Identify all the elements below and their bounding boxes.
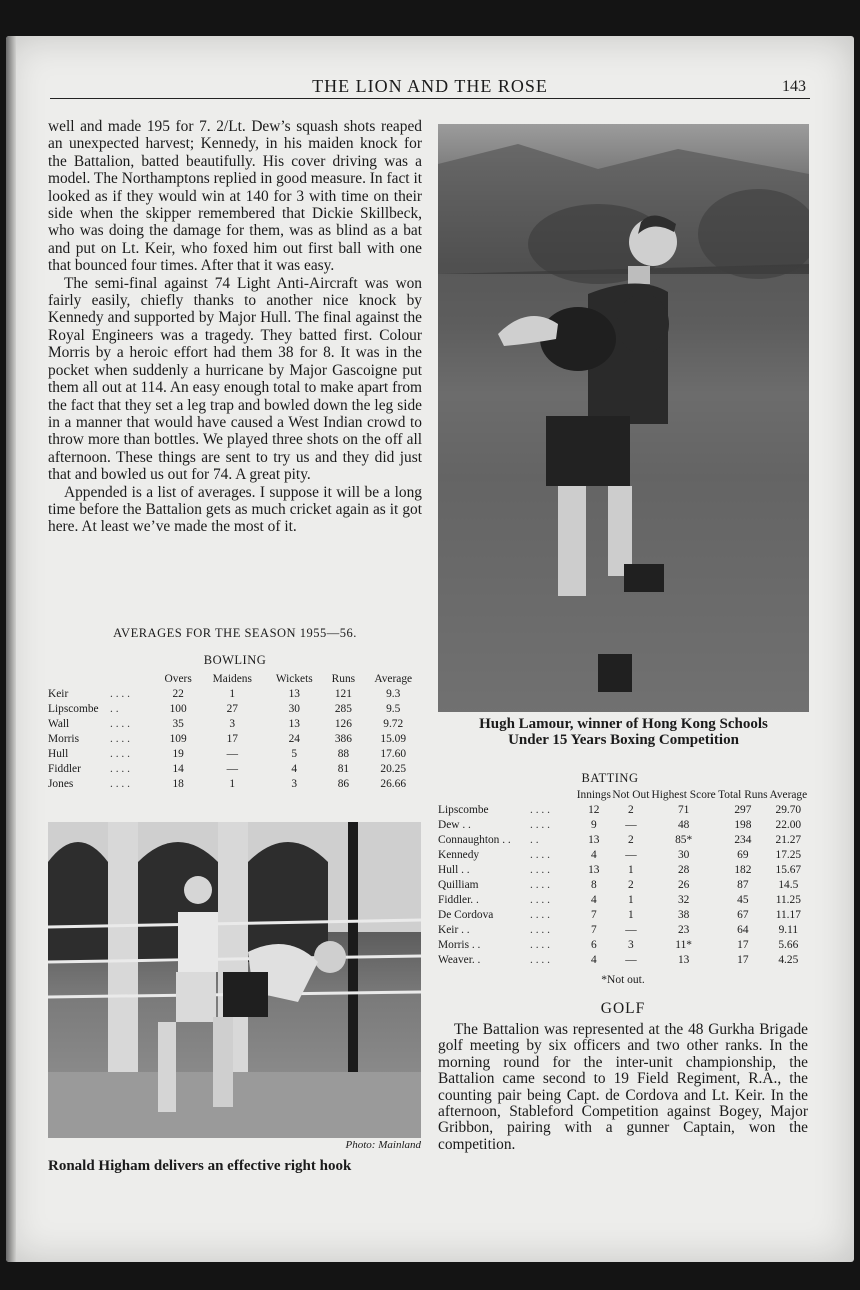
column-header: Overs <box>164 673 192 685</box>
boxer-photo-illustration <box>438 124 809 712</box>
batting-row <box>438 891 808 906</box>
innings-cell: 7 <box>590 924 597 936</box>
innings-cell: 12 <box>588 804 600 816</box>
photo-credit: Photo: Mainland <box>345 1139 421 1151</box>
bowler-name: Hull <box>48 748 69 760</box>
page-binding <box>6 36 16 1262</box>
magazine-page <box>6 36 854 1262</box>
ring-caption: Ronald Higham delivers an effective right hook <box>48 1158 352 1174</box>
column-header: Highest Score <box>651 789 716 801</box>
leader-dots: . . . . <box>530 804 550 816</box>
leader-dots: . . . . <box>110 748 130 760</box>
innings-cell: 9 <box>590 819 597 831</box>
total-runs-cell: 297 <box>734 804 752 816</box>
wickets-cell: 30 <box>288 703 300 715</box>
total-runs-cell: 45 <box>737 894 749 906</box>
leader-dots: . . <box>110 703 119 715</box>
bowling-row <box>48 730 424 745</box>
maidens-cell: — <box>226 748 238 760</box>
leader-dots: . . <box>530 834 539 846</box>
innings-cell: 4 <box>590 849 597 861</box>
bowler-name: Keir <box>48 688 69 700</box>
overs-cell: 19 <box>172 748 184 760</box>
total-runs-cell: 67 <box>737 909 749 921</box>
not-out-cell: 2 <box>628 834 634 846</box>
maidens-cell: 17 <box>226 733 238 745</box>
batting-header-row <box>438 786 808 801</box>
batting-row <box>438 846 808 861</box>
leader-dots: . . . . <box>530 924 550 936</box>
overs-cell: 14 <box>172 763 184 775</box>
runs-cell: 285 <box>334 703 352 715</box>
average-cell: 21.27 <box>775 834 802 846</box>
average-cell: 4.25 <box>778 954 799 966</box>
wickets-cell: 13 <box>288 718 300 730</box>
batting-row <box>438 801 808 816</box>
not-out-note: *Not out. <box>601 974 645 986</box>
averages-title: AVERAGES FOR THE SEASON 1955—56. <box>113 626 357 640</box>
average-cell: 5.66 <box>778 939 799 951</box>
batting-row <box>438 906 808 921</box>
average-cell: 15.67 <box>775 864 802 876</box>
leader-dots: . . . . <box>110 733 130 745</box>
not-out-cell: 2 <box>628 879 634 891</box>
overs-cell: 35 <box>172 718 184 730</box>
average-cell: 15.09 <box>380 733 407 745</box>
page-header <box>50 74 810 99</box>
runs-cell: 126 <box>334 718 352 730</box>
article-paragraph: Appended is a list of averages. I suppose it will be a long time before the Battalion gets as much cricket again as it got here. At least we’ve made the most of it. <box>48 483 422 536</box>
average-cell: 29.70 <box>775 804 802 816</box>
total-runs-cell: 17 <box>737 939 749 951</box>
innings-cell: 8 <box>590 879 597 891</box>
average-cell: 20.25 <box>380 763 407 775</box>
highest-score-cell: 30 <box>677 849 690 861</box>
column-header: Runs <box>331 673 356 685</box>
column-header: Not Out <box>612 789 650 801</box>
average-cell: 11.17 <box>775 909 801 921</box>
column-header: Average <box>769 789 808 801</box>
boxer-photo <box>438 124 809 712</box>
average-cell: 22.00 <box>775 819 802 831</box>
total-runs-cell: 182 <box>734 864 752 876</box>
bowling-row <box>48 760 424 775</box>
batting-row <box>438 951 808 966</box>
innings-cell: 4 <box>590 894 597 906</box>
bowling-row <box>48 715 424 730</box>
runs-cell: 81 <box>337 763 350 775</box>
wickets-cell: 3 <box>291 778 298 790</box>
runs-cell: 88 <box>337 748 350 760</box>
runs-cell: 121 <box>334 688 352 700</box>
article-body <box>48 118 422 536</box>
leader-dots: . . . . <box>110 718 130 730</box>
innings-cell: 13 <box>588 834 600 846</box>
batsman-name: Quilliam <box>438 879 479 891</box>
column-header: Wickets <box>275 673 313 685</box>
overs-cell: 109 <box>169 733 187 745</box>
batting-row <box>438 861 808 876</box>
overs-cell: 22 <box>172 688 184 700</box>
column-header: Total Runs <box>718 789 768 801</box>
batting-row <box>438 921 808 936</box>
leader-dots: . . . . <box>530 864 550 876</box>
bowling-row <box>48 745 424 760</box>
average-cell: 17.60 <box>380 748 407 760</box>
average-cell: 9.3 <box>386 688 401 700</box>
header-title: THE LION AND THE ROSE <box>312 76 548 96</box>
not-out-cell: — <box>625 924 637 936</box>
average-cell: 17.25 <box>775 849 802 861</box>
leader-dots: . . . . <box>530 819 550 831</box>
column-header: Maidens <box>212 673 252 685</box>
bowler-name: Jones <box>48 778 74 790</box>
wickets-cell: 24 <box>288 733 300 745</box>
not-out-cell: — <box>625 819 637 831</box>
highest-score-cell: 26 <box>677 879 690 891</box>
bowling-row <box>48 685 424 700</box>
runs-cell: 86 <box>337 778 350 790</box>
article-paragraph: The semi-final against 74 Light Anti-Aircraft was won fairly easily, chiefly thanks to another nice knock by Kennedy and supported by Major Hull. The final against the Royal Engineers was a tragedy. They batted first. Colour Morris by a heroic effort had them 38 for 8. It was in the pocket when suddenly a hurricane by Major Gascoigne put them all out at 114. An easy enough total to make apart from the fact that they set a leg trap and bowled down the leg side in a manner that would have caused a West Indian crowd to throw more than bottles. We played three shots on the off all afternoon. These things are sent to try us and they did just that and bowled us out for 74. A great pity. <box>48 274 422 484</box>
maidens-cell: 1 <box>229 688 236 700</box>
batsman-name: Dew . . <box>438 819 471 831</box>
bowling-heading: BOWLING <box>203 653 267 667</box>
bowler-name: Morris <box>48 733 80 745</box>
leader-dots: . . . . <box>110 688 130 700</box>
batsman-name: Keir . . <box>438 924 470 936</box>
average-cell: 14.5 <box>778 879 799 891</box>
average-cell: 9.72 <box>383 718 404 730</box>
wickets-cell: 4 <box>291 763 298 775</box>
highest-score-cell: 11* <box>675 939 692 951</box>
boxer-caption-line: Hugh Lamour, winner of Hong Kong Schools <box>479 716 768 732</box>
leader-dots: . . . . <box>530 939 550 951</box>
batsman-name: Fiddler. . <box>438 894 479 906</box>
batsman-name: Morris . . <box>438 939 481 951</box>
leader-dots: . . . . <box>530 954 550 966</box>
highest-score-cell: 71 <box>677 804 690 816</box>
golf-paragraph: The Battalion was represented at the 48 Gurkha Brigade golf meeting by six officers and two other ranks. In the morning round for the inter-unit championship, the Battalion came second to 19 Field Regiment, R.A., the counting pair being Capt. de Cordova and Lt. Keir. In the afternoon, Stableford Competition against Bogey, Major Gribbon, pairing with a gunner Captain, won the competition. <box>438 1021 808 1153</box>
batsman-name: Lipscombe <box>438 804 489 816</box>
golf-heading: GOLF <box>600 1000 646 1017</box>
overs-cell: 18 <box>172 778 184 790</box>
leader-dots: . . . . <box>530 879 550 891</box>
highest-score-cell: 85* <box>675 834 693 846</box>
total-runs-cell: 198 <box>734 819 752 831</box>
average-cell: 11.25 <box>775 894 801 906</box>
innings-cell: 13 <box>588 864 600 876</box>
highest-score-cell: 28 <box>677 864 690 876</box>
leader-dots: . . . . <box>530 849 550 861</box>
runs-cell: 386 <box>334 733 352 745</box>
not-out-cell: 1 <box>628 894 634 906</box>
maidens-cell: 1 <box>229 778 236 790</box>
innings-cell: 6 <box>590 939 597 951</box>
wickets-cell: 13 <box>288 688 300 700</box>
average-cell: 26.66 <box>380 778 407 790</box>
batting-row <box>438 936 808 951</box>
leader-dots: . . . . <box>530 909 550 921</box>
not-out-cell: — <box>625 849 637 861</box>
overs-cell: 100 <box>169 703 187 715</box>
bowling-table <box>48 670 424 790</box>
average-cell: 9.11 <box>778 924 799 936</box>
bowler-name: Fiddler <box>48 763 81 775</box>
highest-score-cell: 38 <box>677 909 690 921</box>
batsman-name: Hull . . <box>438 864 470 876</box>
bowler-name: Lipscombe <box>48 703 99 715</box>
maidens-cell: — <box>226 763 238 775</box>
not-out-cell: 1 <box>628 909 634 921</box>
wickets-cell: 5 <box>291 748 298 760</box>
batting-heading: BATTING <box>581 771 639 785</box>
batsman-name: Weaver. . <box>438 954 481 966</box>
total-runs-cell: 234 <box>734 834 752 846</box>
leader-dots: . . . . <box>110 763 130 775</box>
leader-dots: . . . . <box>110 778 130 790</box>
highest-score-cell: 13 <box>677 954 690 966</box>
column-header: Average <box>374 673 413 685</box>
page-number: 143 <box>782 78 806 95</box>
batting-row <box>438 816 808 831</box>
total-runs-cell: 69 <box>737 849 749 861</box>
column-header: Innings <box>576 789 611 801</box>
highest-score-cell: 32 <box>677 894 690 906</box>
not-out-cell: 2 <box>628 804 634 816</box>
innings-cell: 4 <box>590 954 597 966</box>
bowling-row <box>48 775 424 790</box>
boxer-caption <box>438 716 809 748</box>
batting-row <box>438 876 808 891</box>
maidens-cell: 3 <box>229 718 236 730</box>
boxing-ring-photo <box>48 822 421 1138</box>
bowling-row <box>48 700 424 715</box>
boxing-ring-photo-illustration <box>48 822 421 1138</box>
highest-score-cell: 48 <box>677 819 690 831</box>
maidens-cell: 27 <box>226 703 238 715</box>
innings-cell: 7 <box>590 909 597 921</box>
not-out-cell: — <box>625 954 637 966</box>
total-runs-cell: 64 <box>737 924 749 936</box>
not-out-cell: 3 <box>628 939 634 951</box>
batting-table <box>438 786 808 966</box>
batsman-name: De Cordova <box>438 909 494 921</box>
leader-dots: . . . . <box>530 894 550 906</box>
boxer-caption-line: Under 15 Years Boxing Competition <box>508 732 739 748</box>
average-cell: 9.5 <box>386 703 401 715</box>
highest-score-cell: 23 <box>677 924 690 936</box>
total-runs-cell: 87 <box>737 879 749 891</box>
batsman-name: Kennedy <box>438 849 480 861</box>
total-runs-cell: 17 <box>737 954 749 966</box>
not-out-cell: 1 <box>628 864 634 876</box>
article-paragraph: well and made 195 for 7. 2/Lt. Dew’s squash shots reaped an unexpected harvest; Kennedy, in his maiden knock for the Battalion, batted beautifully. His cover driving was a model. The Northamptons replied in good measure. In fact it looked as if they would win at 140 for 3 with time on their side when the skipper remembered that Dickie Skillbeck, who was doing the damage for them, was as blind as a bat and put on Lt. Keir, who foxed him out first ball with one that bounced four times. After that it was easy. <box>48 118 422 275</box>
batting-row <box>438 831 808 846</box>
bowler-name: Wall <box>48 718 70 730</box>
bowling-header-row <box>48 670 424 685</box>
batsman-name: Connaughton . . <box>438 834 511 846</box>
